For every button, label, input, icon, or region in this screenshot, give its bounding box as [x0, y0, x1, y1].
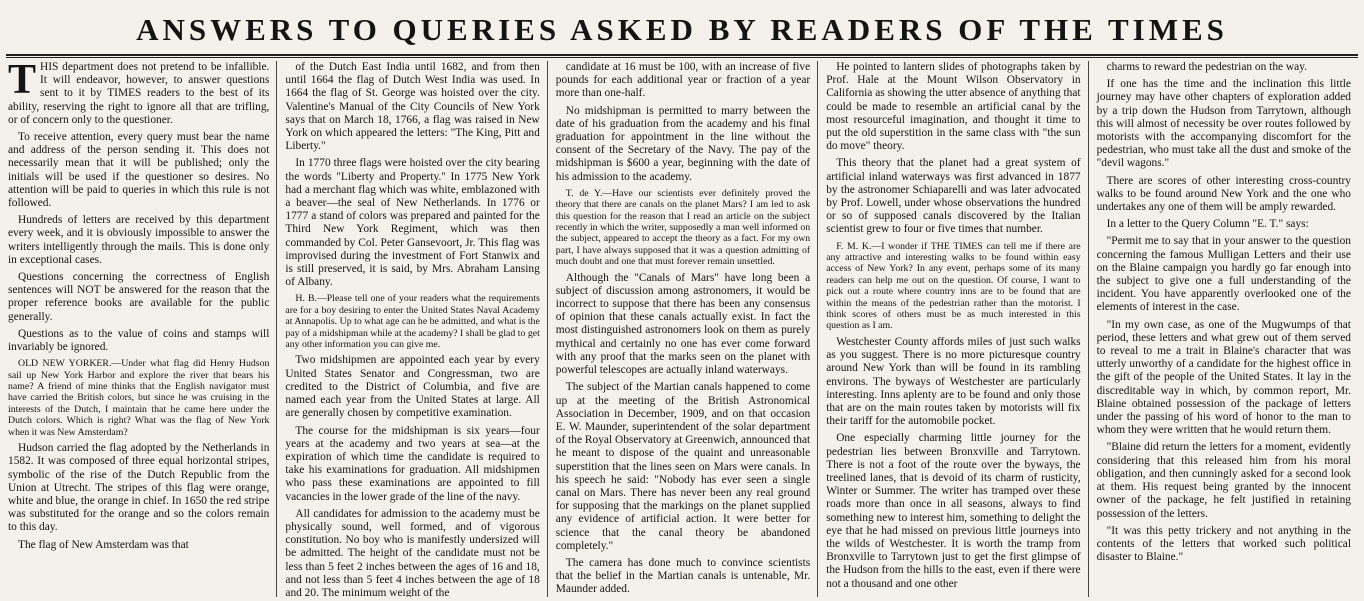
- column-5: [1088, 61, 1358, 597]
- answer-paragraph: "It was this petty trickery and not anything in the contents of the letters that worked such political disaster to Blaine.": [1096, 524, 1351, 564]
- answer-paragraph: To receive attention, every query must bear the name and address of the person sending it. This does not necessarily mean that it will be published; only the initials will be used if the questioner so desires. No attention will be paid to queries in which this rule is not followed.: [8, 131, 270, 210]
- answer-paragraph: One especially charming little journey for the pedestrian lies between Bronxville and Tarrytown. There is not a foot of the route over the byways, the treelined lanes, that is devoid of its charm of rusticity, Winter or Summer. The writer has tramped over these roads more than once in all seasons, always to find something new to interest him, something to delight the eye that he had missed on previous little journeys into the wilds of Westchester. It is worth the tramp from Bronxville to Tarrytown just to get the first glimpse of the Hudson from the hills to the east, even if there were not a thousand and one other: [826, 432, 1081, 590]
- answer-paragraph: This theory that the planet had a great system of artificial inland waterways was first advanced in 1877 by the astronomer Schiaparelli and was later advocated by Prof. Lowell, under whose observations the hundred or so of supposed canals discovered by the Italian scientist grew to four or five times that number.: [826, 157, 1081, 236]
- answer-paragraph: There are scores of other interesting cross-country walks to be found around New York and the one who undertakes any one of them will be amply rewarded.: [1096, 174, 1351, 214]
- answer-paragraph: He pointed to lantern slides of photographs taken by Prof. Hale at the Mount Wilson Observatory in California as showing the utter absence of anything that could be made to resemble an artificial canal by the most resourceful imagination, and thought it time to put the old superstition in the same class with "the sun do move" theory.: [826, 61, 1081, 153]
- answer-paragraph: In 1770 three flags were hoisted over the city bearing the words "Liberty and Property." In 1775 New York had a merchant flag which was white, emblazoned with a beaver—the seal of New Netherlands. In 1776 or 1777 a stand of colors was prepared and painted for the Third New York Regiment, which was then commanded by Col. Peter Gansevoort, Jr. This flag was improvised during the investment of Fort Stanwix and is still preserved, it is said, by Mrs. Abraham Lansing of Albany.: [285, 157, 540, 289]
- answer-paragraph: The subject of the Martian canals happened to come up at the meeting of the British Astronomical Association in December, 1909, and on that occasion E. W. Maunder, superintendent of the solar department of the Royal Observatory at Greenwich, announced that he meant to dispose of the quaint and unreasonable superstition that the lines seen on Mars were canals. In his speech he said: "Nobody has ever seen a single canal on Mars. There has never been any real ground for supposing that the markings on the planet supplied any evidence of artificial action. It were better for science that the canal theory be abandoned completely.": [555, 381, 811, 552]
- page-headline: ANSWERS TO QUERIES ASKED BY READERS OF THE TIMES: [136, 12, 1228, 47]
- answer-paragraph: Two midshipmen are appointed each year by every United States Senator and Congressman, two are credited to the District of Columbia, and five are named each year from the United States at large. All are generally chosen by competitive examination.: [285, 354, 540, 420]
- drop-cap: T: [8, 61, 37, 103]
- answer-paragraph: "In my own case, as one of the Mugwumps of that period, these letters and what grew out of them served to reveal to me a trait in Blaine's character that was utterly unworthy of a candidate for the highest office in the gift of the people of the United States. It lay in the discreditable way in which, by common report, Mr. Blaine obtained possession of the package of letters under the passing of his word of honor to the man to whom they were written that he would return them.: [1096, 318, 1351, 437]
- answer-paragraph: Questions as to the value of coins and stamps will invariably be ignored.: [8, 327, 270, 354]
- column-1: [6, 61, 276, 597]
- answer-paragraph: All candidates for admission to the academy must be physically sound, well formed, and of vigorous constitution. No boy who is manifestly undersized will be admitted. The height of the candidate must not be less than 5 feet 2 inches between the ages of 16 and 18, and not less than 5 feet 4 inches between the age of 18 and 20. The minimum weight of the: [285, 507, 540, 597]
- answer-paragraph: candidate at 16 must be 100, with an increase of five pounds for each additional year or fraction of a year more than one-half.: [555, 61, 811, 100]
- answer-paragraph: No midshipman is permitted to marry between the date of his graduation from the academy and his final graduation for appointment in the line without the consent of the Secretary of the Navy. The pay of the midshipman is $600 a year, beginning with the date of his admission to the academy.: [555, 104, 811, 183]
- answer-paragraph: "Permit me to say that in your answer to the question concerning the famous Mulligan Letters and their use on the Blaine campaign you hardly go far enough into the subject to give one a full understanding of the incident. You have apparently overlooked one of the elements of interest in the case.: [1096, 235, 1351, 314]
- intro-paragraph: [8, 61, 269, 127]
- answer-paragraph: If one has the time and the inclination this little journey may have other chapters of exploration added by a trip down the Hudson from Tarrytown, although this will almost of necessity be over routes followed by motorists with the accompanying discomfort for the pedestrian, who must take all the dust and smoke of the "devil wagons.": [1096, 78, 1351, 170]
- headline-rule-bottom: [6, 57, 1358, 58]
- reader-query: H. B.—Please tell one of your readers what the requirements are for a boy desiring to enter the United States Naval Academy at Annapolis. Up to what age can he be admitted, and what is the pay of a midshipman while at the academy? I shall be glad to get any other information you can give me.: [285, 293, 540, 351]
- intro-text: HIS department does not pretend to be infallible. It will endeavor, however, to answer questions sent to it by TIMES readers to the best of its ability, reserving the right to ignore all that are trifling, or of concern only to the questioner.: [8, 61, 270, 126]
- reader-query: F. M. K.—I wonder if THE TIMES can tell me if there are any attractive and interesting walks to be found within easy access of New York? In any event, perhaps some of its many readers can help me out on the question. Of course, I want to pick out a route where country inns are to be found that are within the means of the pedestrian rather than the motorist. I think scores of others must be as much interested in this question as I am.: [826, 240, 1081, 332]
- answer-paragraph: charms to reward the pedestrian on the way.: [1106, 61, 1308, 73]
- column-3: [547, 61, 817, 597]
- answer-paragraph: In a letter to the Query Column "E. T." says:: [1106, 218, 1309, 231]
- answer-paragraph: Although the "Canals of Mars" have long been a subject of discussion among astronomers, it would be incorrect to suppose that there has been any consensus of opinion that these canals actually exist. In fact the most distinguished astronomers look on them as purely mythical and certainly no one has ever come forward with any proof that the marks seen on the planet with powerful telescopes are actually inland waterways.: [555, 271, 811, 377]
- answer-paragraph: The camera has done much to convince scientists that the belief in the Martian canals is untenable, Mr. Maunder added.: [555, 556, 811, 596]
- answer-paragraph: Hudson carried the flag adopted by the Netherlands in 1582. It was composed of three equal horizontal stripes, symbolic of the rise of the Dutch Republic from the Union at Utrecht. The stripes of this flag were orange, white and blue, the orange in chief. In 1650 the red stripe was substituted for the orange and so the colors remain to this day.: [8, 442, 270, 534]
- reader-query: T. de Y.—Have our scientists ever definitely proved the theory that there are canals on the planet Mars? I am led to ask this question for the reason that I read an article on the subject recently in which the writer, supposedly a man well informed on the subject, appeared to accept the theory as a fact. For my own part, I have always supposed that it was a question admitting of much doubt and one that must forever remain unsettled.: [555, 187, 811, 268]
- column-2: [276, 61, 546, 597]
- answer-paragraph: Westchester County affords miles of just such walks as you suggest. There is no more picturesque country around New York than will be found in its rambling environs. The byways of Westchester are particularly interesting. Inns aplenty are to be found and only those that are on the main routes taken by motorists will fix their tariff for the automobile pocket.: [826, 335, 1081, 428]
- answer-paragraph: of the Dutch East India until 1682, and from then until 1664 the flag of Dutch West India was used. In 1664 the flag of St. George was hoisted over the city. Valentine's Manual of the City Councils of New York says that on March 18, 1766, a flag was raised in New York on which appeared the letters: "The King, Pitt and Liberty.": [285, 61, 540, 153]
- reader-query: OLD NEW YORKER.—Under what flag did Henry Hudson sail up New York Harbor and explore the river that bears his name? A friend of mine thinks that the English navigator must have carried the British colors, but since he was cruising in the interests of the Dutch, I maintain that he came here under the Dutch colors. Which is right? What was the flag of New York when it was New Amsterdam?: [8, 358, 270, 438]
- answer-paragraph: Hundreds of letters are received by this department every week, and it is obviously impossible to answer the writers intelligently through the mails. This is done only in exceptional cases.: [8, 214, 270, 266]
- answer-paragraph: "Blaine did return the letters for a moment, evidently considering that this released him from his moral obligation, and then cunningly asked for a second look at them. His request being granted by the innocent owner of the package, he felt justified in retaining possession of the letters.: [1096, 441, 1351, 520]
- column-4: [817, 61, 1087, 597]
- article-columns: [6, 61, 1358, 597]
- answer-paragraph: The flag of New Amsterdam was that: [18, 538, 189, 551]
- answer-paragraph: Questions concerning the correctness of English sentences will NOT be answered for the reason that the proper reference books are available for the public generally.: [8, 271, 270, 323]
- headline-rule-top: [6, 54, 1358, 56]
- answer-paragraph: The course for the midshipman is six years—four years at the academy and two years at sea—at the expiration of which time the candidate is required to take his examinations for graduation. All midshipmen who pass these examinations are appointed to fill vacancies in the lower grade of the line of the navy.: [285, 424, 540, 503]
